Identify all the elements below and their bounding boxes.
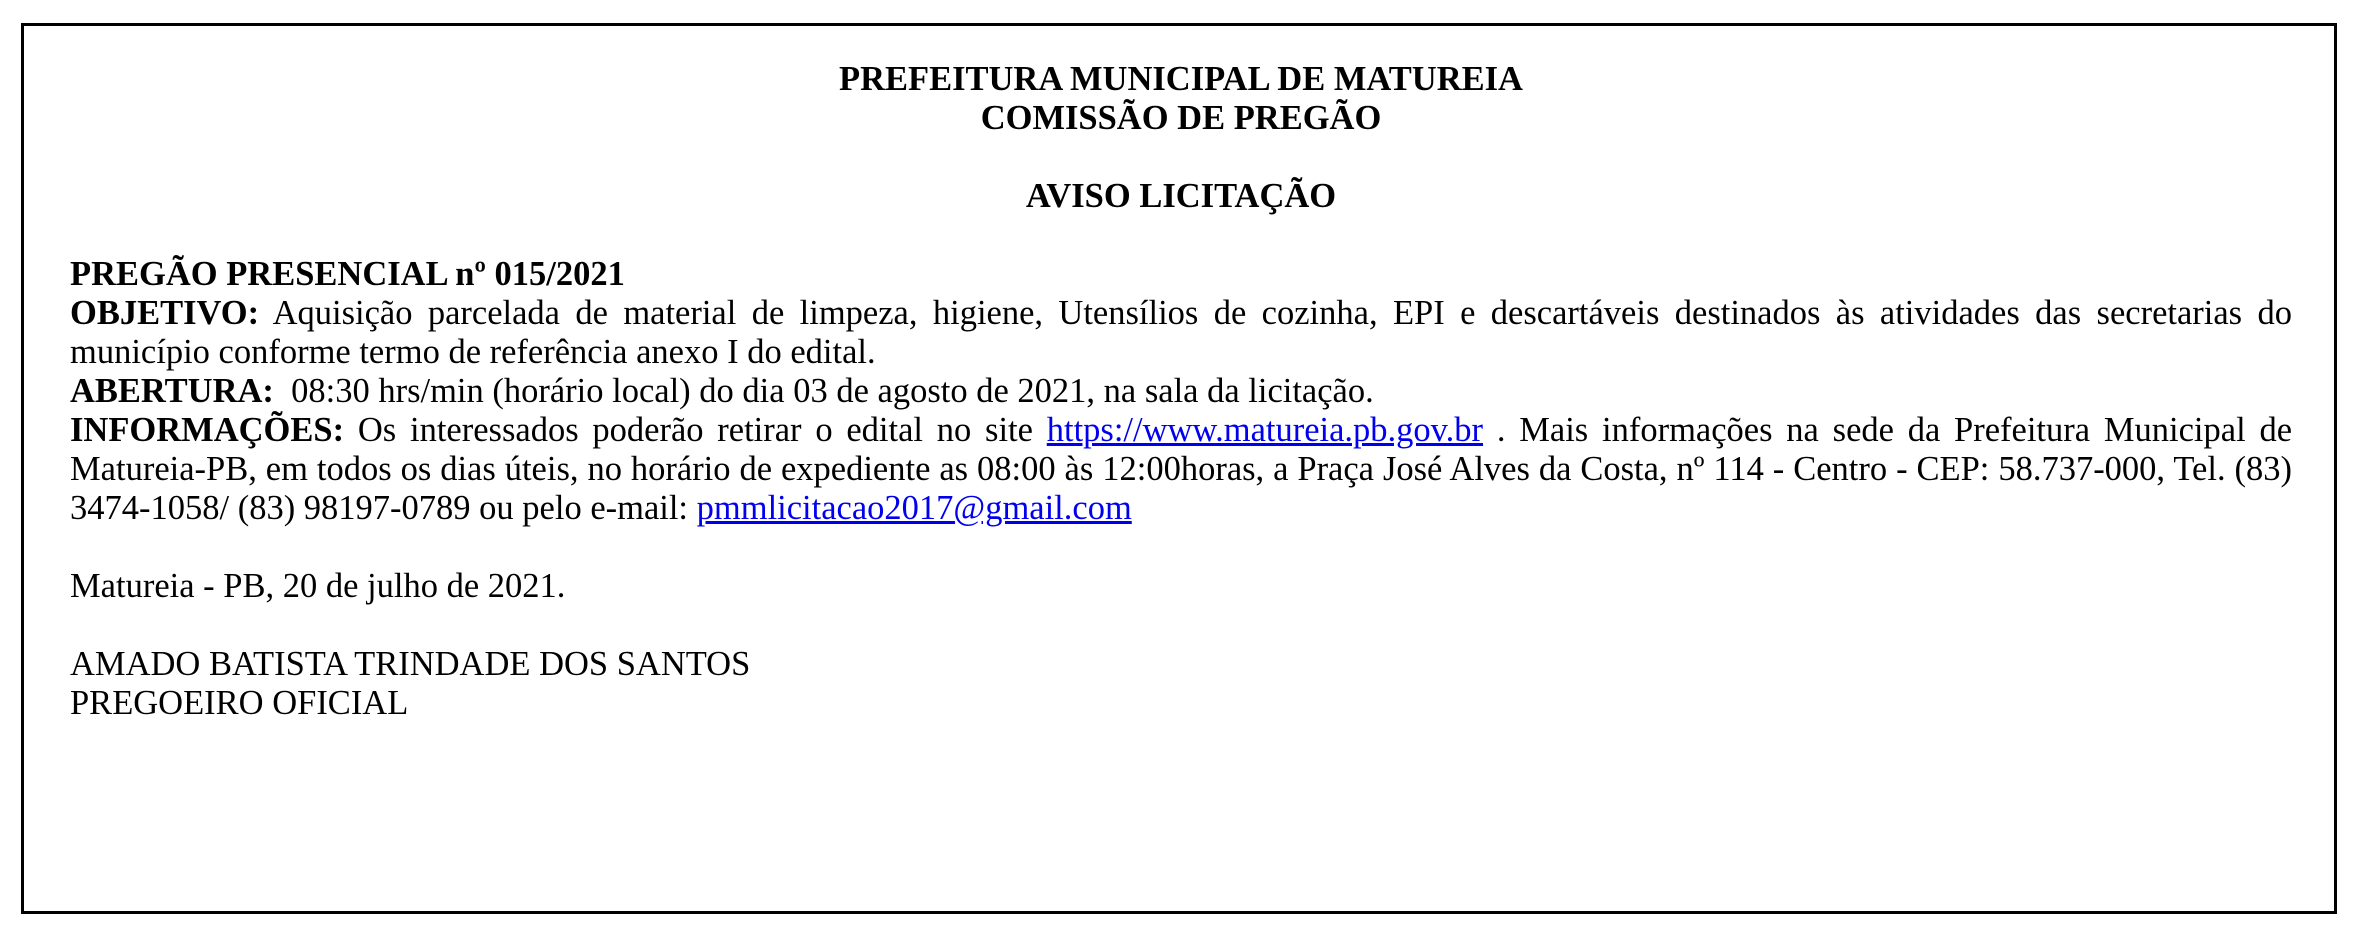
objetivo-label: OBJETIVO:: [70, 294, 260, 332]
notice-content: [70, 60, 2292, 723]
informacoes-label: INFORMAÇÕES:: [70, 411, 345, 449]
informacoes-paragraph: [70, 411, 2292, 528]
header-municipality: PREFEITURA MUNICIPAL DE MATUREIA: [839, 60, 1523, 98]
header-commission: COMISSÃO DE PREGÃO: [980, 99, 1382, 137]
informacoes-text-1: Os interessados poderão retirar o edital no site: [344, 411, 1047, 449]
site-link[interactable]: https://www.matureia.pb.gov.br: [1046, 411, 1484, 449]
pregao-title: PREGÃO PRESENCIAL nº 015/2021: [70, 255, 625, 293]
informacoes-text-2: . Mais informações na sede da Prefeitura Municipal de Matureia-PB, em todos os dias úteis, no horário de expediente as 08:00 às 12:00horas, a Praça José Alves da Costa, nº 114 - Centro - CEP: 58.737-000, Tel. (83) 3474-1058/ (83) 98197-0789 ou pelo e-mail:: [70, 411, 2293, 527]
place-date: Matureia - PB, 20 de julho de 2021.: [70, 567, 566, 605]
abertura-label: ABERTURA:: [70, 372, 274, 410]
signer-role: PREGOEIRO OFICIAL: [70, 684, 409, 722]
email-link[interactable]: pmmlicitacao2017@gmail.com: [696, 489, 1132, 527]
abertura-paragraph: [70, 372, 2292, 411]
abertura-text: 08:30 hrs/min (horário local) do dia 03 de agosto de 2021, na sala da licitação.: [273, 372, 1374, 410]
objetivo-paragraph: [70, 294, 2292, 372]
objetivo-text: Aquisição parcelada de material de limpeza, higiene, Utensílios de cozinha, EPI e descartáveis destinados às atividades das secretarias do município conforme termo de referência anexo I do edital.: [70, 294, 2292, 371]
signer-name: AMADO BATISTA TRINDADE DOS SANTOS: [70, 645, 751, 683]
notice-title: AVISO LICITAÇÃO: [1025, 177, 1337, 215]
